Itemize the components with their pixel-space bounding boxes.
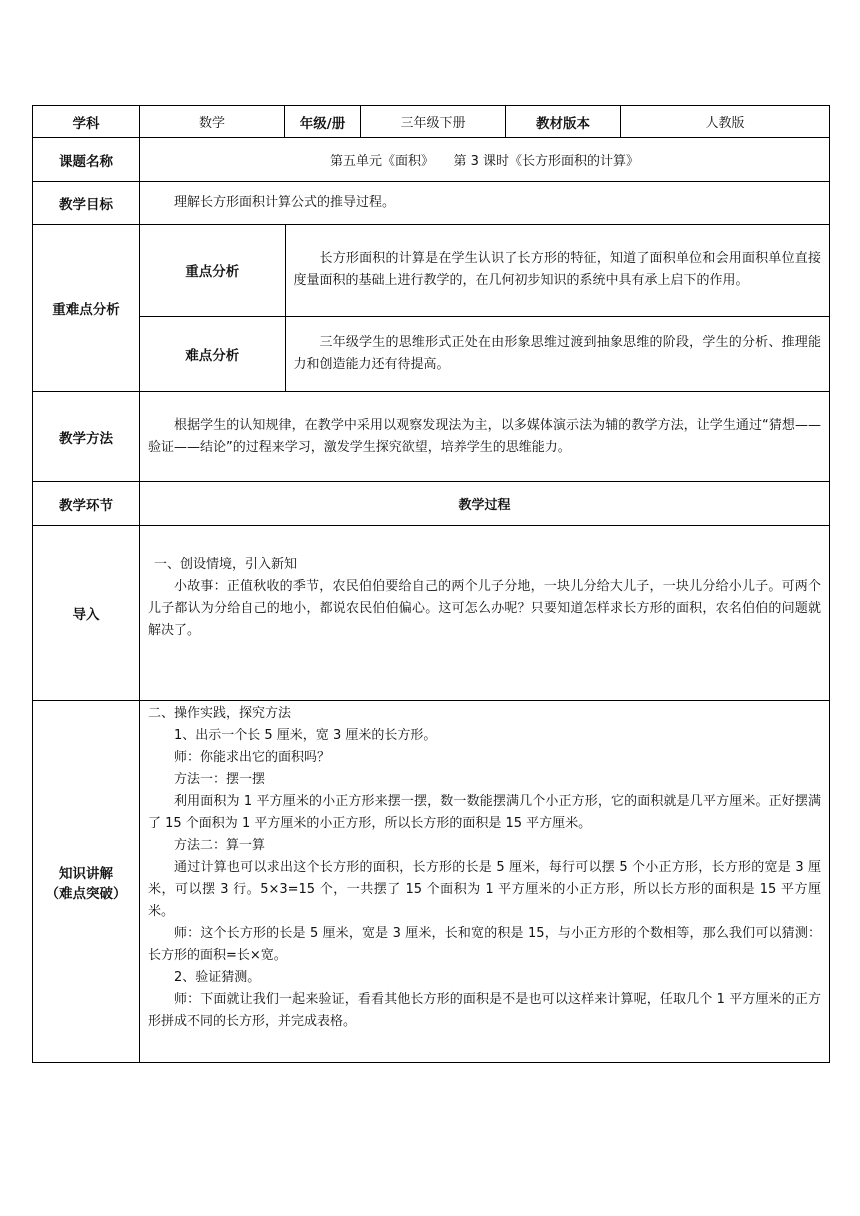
- knowledge-sublabel: （难点突破）: [45, 885, 127, 902]
- method-text: 根据学生的认知规律，在教学中采用以观察发现法为主，以多媒体演示法为辅的教学方法，让学生通过“猜想——验证——结论”的过程来学习，激发学生探究欲望，培养学生的思维能力。: [148, 417, 821, 455]
- topic-row: [33, 138, 830, 182]
- intro-heading: 一、创设情境，引入新知: [154, 557, 298, 572]
- knowledge-line: 师：下面就让我们一起来验证，看看其他长方形的面积是不是也可以这样来计算呢，任取几个 1 平方厘米的正方形拼成不同的长方形，并完成表格。: [148, 992, 821, 1029]
- hard-point-label: 难点分析: [140, 316, 285, 391]
- goal-text: 理解长方形面积计算公式的推导过程。: [174, 195, 396, 210]
- difficulty-label: 重难点分析: [33, 225, 140, 392]
- knowledge-line: 方法二：算一算: [174, 838, 266, 853]
- topic-label: 课题名称: [33, 138, 140, 182]
- knowledge-line: 1、出示一个长 5 厘米，宽 3 厘米的长方形。: [174, 728, 437, 743]
- key-point-text: 长方形面积的计算是在学生认识了长方形的特征，知道了面积单位和会用面积单位直接度量面积的基础上进行教学的，在几何初步知识的系统中具有承上启下的作用。: [293, 251, 821, 289]
- difficulty-subtable: [140, 225, 829, 391]
- key-point-label: 重点分析: [140, 225, 285, 316]
- method-row: [33, 392, 830, 482]
- method-label: 教学方法: [33, 392, 140, 482]
- knowledge-line: 师：你能求出它的面积吗？: [174, 750, 331, 765]
- intro-story: 小故事：正值秋收的季节，农民伯伯要给自己的两个儿子分地，一块儿分给大儿子，一块儿分给小儿子。可两个儿子都认为分给自己的地小，都说农民伯伯偏心。这可怎么办呢？只要知道怎样求长方形的面积，农名伯伯的问题就解决了。: [148, 579, 821, 638]
- process-header-row: [33, 482, 830, 526]
- subject-value: 数学: [140, 106, 285, 138]
- grade-value: 三年级下册: [361, 106, 506, 138]
- difficulty-row: [33, 225, 830, 392]
- goal-label: 教学目标: [33, 182, 140, 225]
- knowledge-label: 知识讲解: [59, 865, 113, 882]
- knowledge-line: 师：这个长方形的长是 5 厘米，宽是 3 厘米，长和宽的积是 15，与小正方形的个数相等，那么我们可以猜测：长方形的面积=长×宽。: [148, 926, 821, 963]
- knowledge-line: 2、验证猜测。: [174, 970, 261, 985]
- knowledge-line: 方法一：摆一摆: [174, 772, 266, 787]
- intro-row: [33, 526, 830, 701]
- lesson-plan-table: [32, 105, 830, 1063]
- lesson-plan-document: [32, 105, 829, 1063]
- intro-label: 导入: [33, 526, 140, 701]
- edition-label: 教材版本: [506, 106, 621, 138]
- goal-row: [33, 182, 830, 225]
- knowledge-row: [33, 701, 830, 1063]
- edition-value: 人教版: [621, 106, 830, 138]
- process-title: 教学过程: [140, 482, 830, 526]
- topic-value: 第五单元《面积》 第 3 课时《长方形面积的计算》: [140, 138, 830, 182]
- header-row: [33, 106, 830, 138]
- knowledge-line: 通过计算也可以求出这个长方形的面积，长方形的长是 5 厘米，每行可以摆 5 个小正方形，长方形的宽是 3 厘米，可以摆 3 行。5×3=15 个，一共摆了 15 个面积为 1 平方厘米的小正方形，所以长方形的面积是 15 平方厘米。: [148, 860, 821, 919]
- grade-label: 年级/册: [285, 106, 361, 138]
- knowledge-line: 利用面积为 1 平方厘米的小正方形来摆一摆，数一数能摆满几个小正方形，它的面积就是几平方厘米。正好摆满了 15 个面积为 1 平方厘米的小正方形，所以长方形的面积是 15 平方厘米。: [148, 794, 821, 831]
- knowledge-line: 二、操作实践，探究方法: [148, 706, 292, 721]
- process-stage-label: 教学环节: [33, 482, 140, 526]
- hard-point-text: 三年级学生的思维形式正处在由形象思维过渡到抽象思维的阶段，学生的分析、推理能力和创造能力还有待提高。: [293, 334, 821, 372]
- subject-label: 学科: [33, 106, 140, 138]
